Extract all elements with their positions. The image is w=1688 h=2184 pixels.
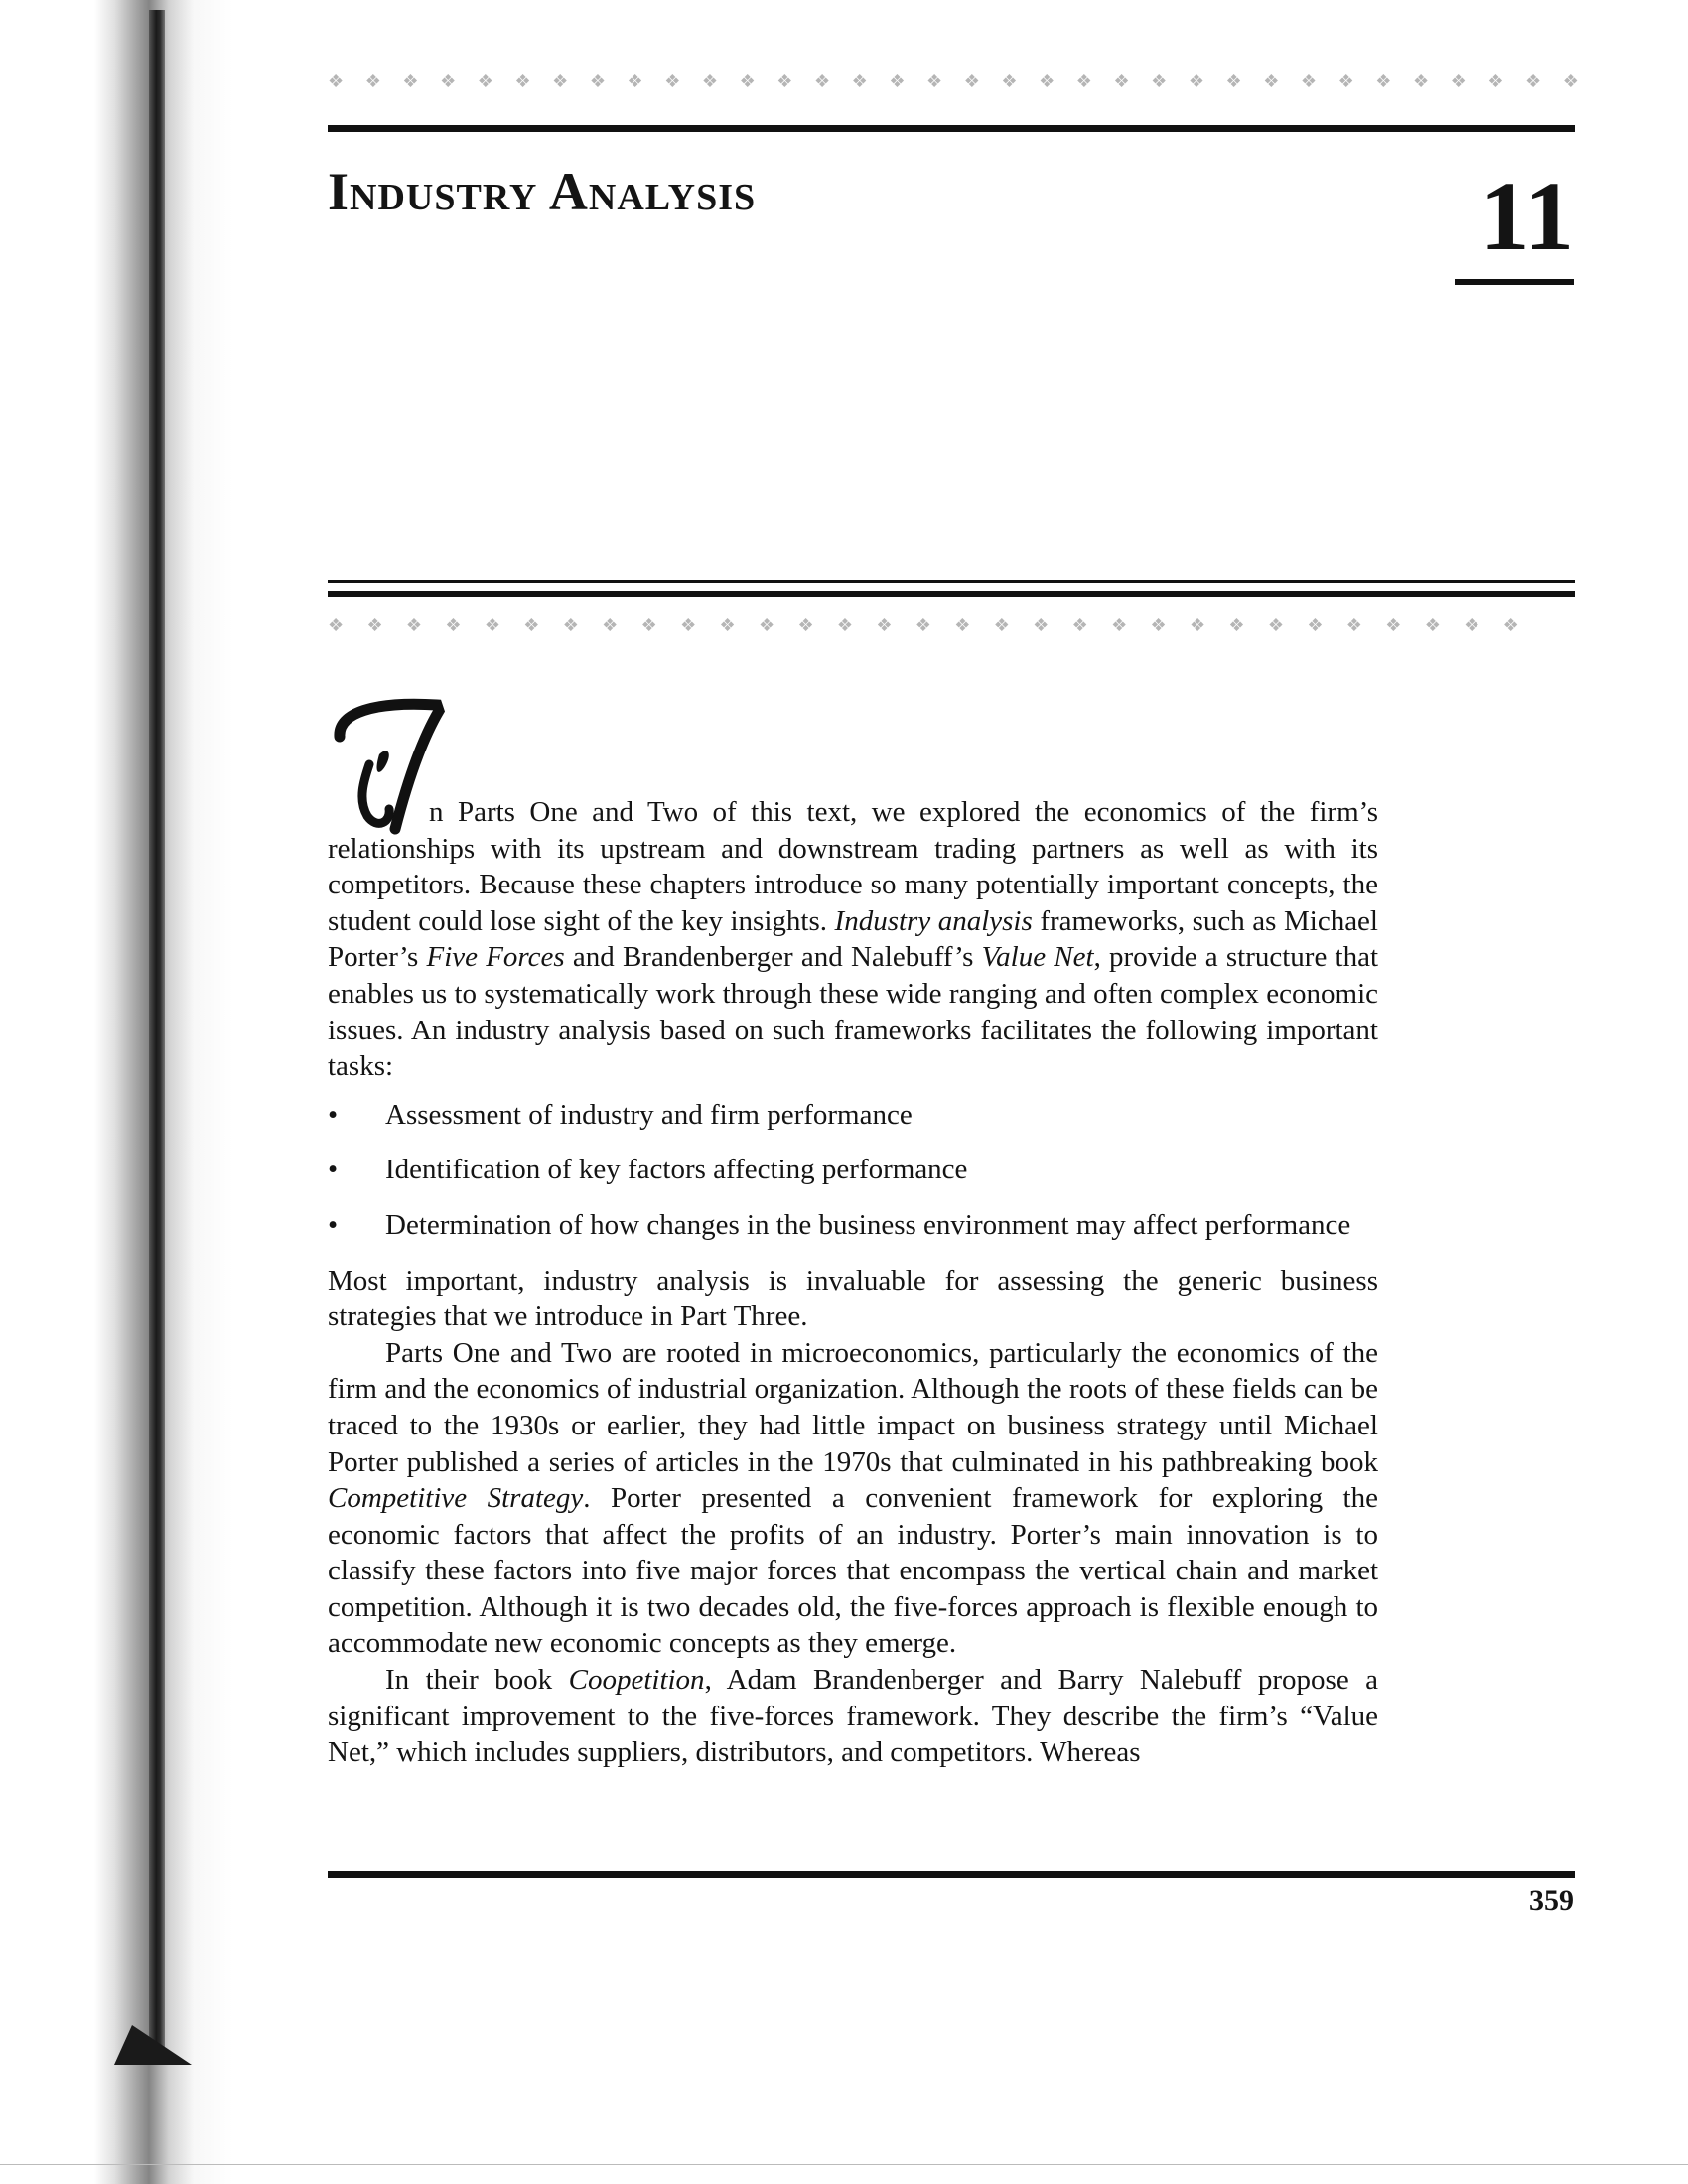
binding-spine [149, 10, 165, 2065]
ornament-icon: ❖ [1039, 71, 1055, 91]
ornament-icon: ❖ [445, 615, 462, 635]
ornament-icon: ❖ [1487, 71, 1504, 91]
ornament-icon: ❖ [914, 615, 931, 635]
ornament-icon: ❖ [484, 615, 500, 635]
ornament-icon: ❖ [1263, 71, 1280, 91]
chapter-body [328, 794, 1378, 1771]
ornament-icon: ❖ [739, 71, 756, 91]
ornament-icon: ❖ [627, 71, 643, 91]
ornament-icon: ❖ [1450, 71, 1467, 91]
task-list-item [328, 1152, 1378, 1188]
ornament-icon: ❖ [776, 71, 793, 91]
paragraph-intro [328, 794, 1378, 1085]
ornament-icon: ❖ [328, 71, 345, 91]
ornament-icon: ❖ [993, 615, 1010, 635]
paragraph-most-important [328, 1263, 1378, 1335]
ornament-icon: ❖ [1228, 615, 1245, 635]
paragraph-microeconomics [328, 1335, 1378, 1662]
ornament-icon: ❖ [405, 615, 423, 635]
ornament-icon: ❖ [1337, 71, 1354, 91]
task-list [328, 1097, 1378, 1244]
ornament-icon: ❖ [1502, 615, 1519, 635]
ornament-icon: ❖ [1151, 71, 1168, 91]
italic-term: Competitive Strategy [328, 1482, 584, 1515]
bullet: • [328, 1098, 339, 1131]
ornament-icon: ❖ [440, 71, 457, 91]
ornament-icon: ❖ [954, 615, 971, 635]
ornament-icon: ❖ [514, 71, 531, 91]
ornament-icon: ❖ [758, 615, 775, 635]
ornament-icon: ❖ [1464, 615, 1480, 635]
text-run: Parts One and Two are rooted in microeconomics, particularly the economics of the firm and the economics of industrial organization. Although the roots of these fields can be traced to the 1930s or earlier, they had little impact on business strategy until Michael Porter published a series of articles in the 1970s that culminated in his pathbreaking book [328, 1336, 1378, 1478]
ornament-icon: ❖ [1375, 71, 1392, 91]
text-run: Most important, industry analysis is invaluable for assessing the generic business strategies that we introduce in Part Three. [328, 1264, 1378, 1333]
italic-term: Coopetition [568, 1664, 705, 1697]
ornament-icon: ❖ [1412, 71, 1430, 91]
ornament-icon: ❖ [1033, 615, 1050, 635]
ornament-icon: ❖ [889, 71, 906, 91]
ornament-icon: ❖ [1562, 71, 1579, 91]
chapter-title: Industry Analysis [328, 162, 757, 221]
ornament-icon: ❖ [1113, 71, 1130, 91]
bullet: • [328, 1208, 339, 1241]
ornament-icon: ❖ [1188, 71, 1204, 91]
ornament-icon: ❖ [1424, 615, 1441, 635]
ornament-icon: ❖ [1307, 615, 1324, 635]
ornament-border-middle [328, 615, 1519, 636]
text-run: , Adam Brandenberger and Barry Nalebuff propose a significant improvement to the five-forces framework. They describe the firm’s “Value Net,” which includes suppliers, distributors, and competitors. Whereas [328, 1664, 1378, 1769]
ornament-icon: ❖ [1345, 615, 1362, 635]
ornament-icon: ❖ [477, 71, 493, 91]
binding-spine-foot [114, 2025, 192, 2065]
ornament-icon: ❖ [523, 615, 540, 635]
ornament-icon: ❖ [1267, 615, 1285, 635]
ornament-icon: ❖ [552, 71, 569, 91]
ornament-icon: ❖ [926, 71, 943, 91]
section-rule-thin [328, 580, 1575, 583]
ornament-icon: ❖ [640, 615, 657, 635]
ornament-icon: ❖ [1525, 71, 1542, 91]
ornament-icon: ❖ [797, 615, 814, 635]
ornament-icon: ❖ [1075, 71, 1092, 91]
section-rule-thick [328, 591, 1575, 597]
ornament-icon: ❖ [1385, 615, 1402, 635]
ornament-icon: ❖ [719, 615, 736, 635]
text-run: , provide a structure that enables us to systematically work through these wide ranging and often complex economic issues. An industry analysis based on such frameworks facilitates the following important tasks: [328, 941, 1379, 1083]
ornament-icon: ❖ [664, 71, 681, 91]
ornament-icon: ❖ [1111, 615, 1128, 635]
ornament-icon: ❖ [1071, 615, 1088, 635]
ornament-icon: ❖ [602, 615, 619, 635]
ornament-icon: ❖ [562, 615, 579, 635]
chapter-number-underline [1455, 279, 1574, 285]
ornament-icon: ❖ [589, 71, 606, 91]
task-text: Assessment of industry and firm performance [385, 1098, 913, 1131]
ornament-icon: ❖ [1189, 615, 1206, 635]
ornament-icon: ❖ [402, 71, 419, 91]
italic-term: Five Forces [426, 941, 565, 974]
ornament-icon: ❖ [963, 71, 980, 91]
ornament-icon: ❖ [701, 71, 719, 91]
top-rule [328, 125, 1575, 132]
ornament-icon: ❖ [1150, 615, 1167, 635]
bottom-rule [328, 1871, 1575, 1878]
task-list-item [328, 1207, 1378, 1244]
paragraph-coopetition [328, 1662, 1378, 1771]
ornament-icon: ❖ [836, 615, 854, 635]
text-run: In their book [385, 1664, 569, 1697]
ornament-icon: ❖ [1225, 71, 1242, 91]
text-run: frameworks, such as Michael Porter’s [328, 904, 1378, 974]
task-text: Determination of how changes in the business environment may affect performance [385, 1208, 1351, 1241]
text-run: and Brandenberger and Nalebuff’s [564, 941, 982, 974]
bullet: • [328, 1154, 339, 1186]
ornament-icon: ❖ [364, 71, 381, 91]
ornament-icon: ❖ [328, 615, 345, 635]
task-text: Identification of key factors affecting performance [385, 1154, 968, 1186]
ornament-icon: ❖ [680, 615, 697, 635]
ornament-icon: ❖ [366, 615, 383, 635]
scan-edge [0, 2164, 1688, 2165]
ornament-icon: ❖ [876, 615, 893, 635]
ornament-icon: ❖ [851, 71, 868, 91]
page-number: 359 [1529, 1884, 1574, 1917]
ornament-icon: ❖ [1001, 71, 1018, 91]
chapter-number: 11 [1479, 161, 1574, 271]
italic-term: Industry analysis [834, 904, 1033, 937]
ornament-icon: ❖ [1300, 71, 1318, 91]
text-run: n Parts One and Two of this text, we explored the economics of the firm’s relationships with its upstream and downstream trading partners as well as with its competitors. Because these chapters introduce so many potentially important concepts, the student could lose sight of the key insights. [328, 796, 1378, 937]
task-list-item [328, 1097, 1378, 1134]
italic-term: Value Net [981, 941, 1094, 974]
ornament-border-top [328, 71, 1579, 92]
ornament-icon: ❖ [813, 71, 831, 91]
text-run: . Porter presented a convenient framework for exploring the economic factors that affect the profits of an industry. Porter’s main innovation is to classify these factors into five major forces that encompass the vertical chain and market competition. Although it is two decades old, the five-forces approach is flexible enough to accommodate new economic concepts as they emerge. [328, 1482, 1378, 1660]
